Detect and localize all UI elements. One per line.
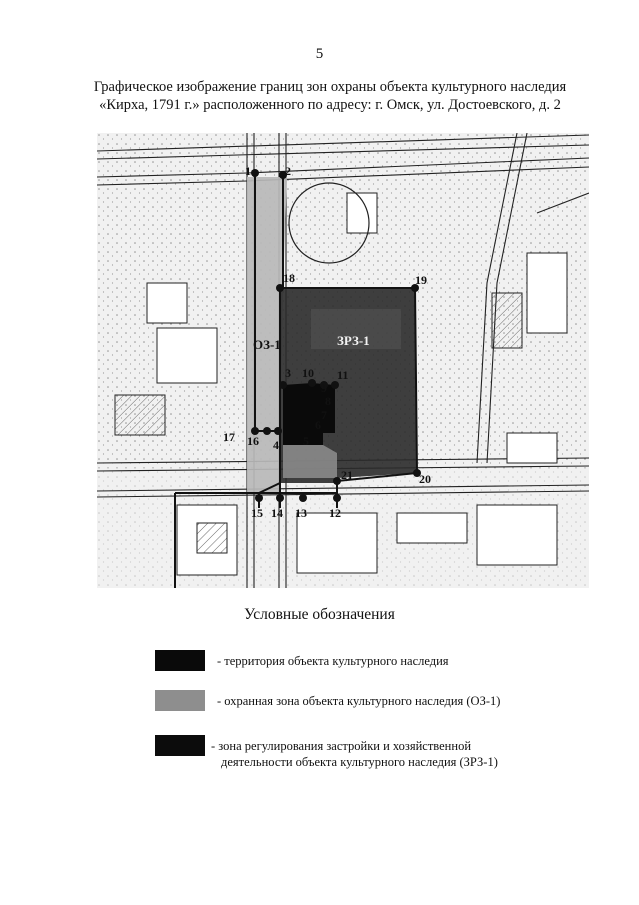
point-10	[308, 379, 316, 387]
point-label-12: 12	[329, 506, 341, 520]
point-label-7: 7	[321, 408, 327, 422]
point-label-21: 21	[341, 468, 353, 482]
zone-label-oz1: ОЗ-1	[253, 337, 281, 352]
point-18	[276, 284, 284, 292]
zone-label-zrz1: ЗРЗ-1	[337, 333, 370, 348]
page-number: 5	[315, 46, 324, 62]
point-label-9: 9	[321, 381, 327, 395]
zone-map	[97, 133, 589, 588]
point-21	[333, 477, 341, 485]
point-label-17: 17	[223, 430, 235, 444]
legend-label-zrz1	[211, 738, 498, 770]
point-label-6: 6	[315, 418, 321, 432]
point-12	[333, 494, 341, 502]
point-label-10: 10	[302, 366, 314, 380]
point-label-15: 15	[251, 506, 263, 520]
legend-label-zrz1-line1: - зона регулирования застройки и хозяйственной	[211, 739, 472, 753]
point-label-20: 20	[419, 472, 431, 486]
title-line-2: «Кирха, 1791 г.» расположенного по адресу: г. Омск, ул. Достоевского, д. 2	[99, 97, 561, 113]
point-label-8: 8	[325, 394, 331, 408]
point-label-11: 11	[337, 368, 349, 382]
point-label-14: 14	[271, 506, 283, 520]
legend-swatch-oz1	[155, 690, 205, 711]
point-3	[279, 381, 287, 389]
legend-label-territory: - территория объекта культурного наследия	[217, 654, 449, 668]
legend-heading: Условные обозначения	[244, 606, 395, 623]
legend-item-zrz1	[155, 735, 575, 775]
page-title	[60, 78, 600, 114]
legend-swatch-zrz1	[155, 735, 205, 756]
point-1	[251, 169, 259, 177]
point-label-1: 1	[245, 164, 251, 178]
point-label-16: 16	[247, 434, 259, 448]
point-label-5: 5	[303, 434, 309, 448]
legend-item-territory	[155, 650, 575, 680]
point-label-3: 3	[285, 366, 291, 380]
point-label-4: 4	[273, 438, 279, 452]
point-label-13: 13	[295, 506, 307, 520]
point-label-19: 19	[415, 273, 427, 287]
point-15	[255, 494, 263, 502]
legend-item-oz1	[155, 690, 575, 720]
point-4	[274, 427, 282, 435]
zrz1-light-area	[283, 445, 337, 478]
point-16	[263, 427, 271, 435]
title-line-1: Графическое изображение границ зон охраны объекта культурного наследия	[93, 79, 567, 95]
point-11	[331, 381, 339, 389]
legend-label-zrz1-line2: деятельности объекта культурного наследия (ЗРЗ-1)	[221, 755, 498, 769]
point-14	[276, 494, 284, 502]
point-13	[299, 494, 307, 502]
legend-swatch-territory	[155, 650, 205, 671]
point-label-18: 18	[283, 271, 295, 285]
point-label-2: 2	[285, 164, 291, 178]
legend-label-oz1: - охранная зона объекта культурного наследия (ОЗ-1)	[217, 694, 501, 708]
